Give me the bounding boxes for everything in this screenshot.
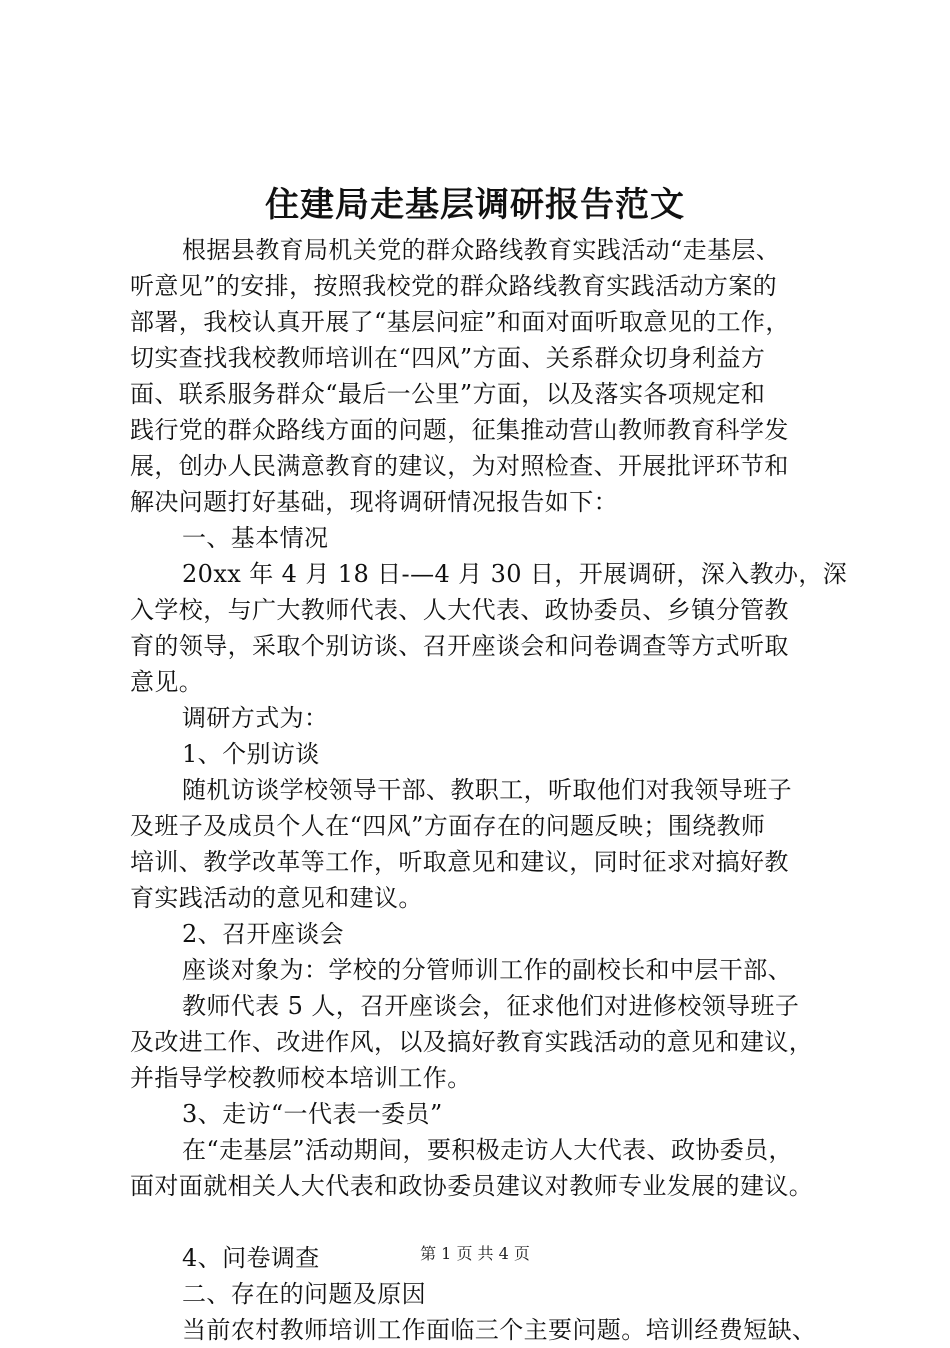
text-line: 20xx 年 4 月 18 日-—4 月 30 日，开展调研，深入教办，深: [182, 560, 848, 588]
blank-line: [130, 1204, 850, 1240]
text-line: 入学校，与广大教师代表、人大代表、政协委员、乡镇分管教: [130, 596, 789, 624]
text-line: 及班子及成员个人在“四风”方面存在的问题反映；围绕教师: [130, 812, 766, 840]
text-line: 及改进工作、改进作风，以及搞好教育实践活动的意见和建议，: [130, 1028, 814, 1056]
text-line: 并指导学校教师校本培训工作。: [130, 1064, 472, 1092]
text-line: 培训、教学改革等工作，听取意见和建议，同时征求对搞好教: [130, 848, 789, 876]
text-line: 意见。: [130, 668, 204, 696]
text-line: 根据县教育局机关党的群众路线教育实践活动“走基层、: [182, 236, 781, 264]
subsection-heading: 1、个别访谈: [182, 740, 320, 768]
text-line: 听意见”的安排，按照我校党的群众路线教育实践活动方案的: [130, 272, 778, 300]
document-title: 住建局走基层调研报告范文: [265, 185, 685, 225]
section-heading: 二、存在的问题及原因: [182, 1280, 426, 1308]
section-heading: 一、基本情况: [182, 524, 329, 552]
text-line: 教师代表 5 人，召开座谈会，征求他们对进修校领导班子: [182, 992, 800, 1020]
text-line: 践行党的群众路线方面的问题，征集推动营山教师教育科学发: [130, 416, 789, 444]
text-line: 解决问题打好基础，现将调研情况报告如下：: [130, 488, 618, 516]
text-line: 调研方式为：: [182, 704, 329, 732]
text-line: 展，创办人民满意教育的建议，为对照检查、开展批评环节和: [130, 452, 789, 480]
text-line: 切实查找我校教师培训在“四风”方面、关系群众切身利益方: [130, 344, 766, 372]
text-line: 面对面就相关人大代表和政协委员建议对教师专业发展的建议。: [130, 1172, 814, 1200]
text-line: 当前农村教师培训工作面临三个主要问题。培训经费短缺、: [182, 1316, 817, 1344]
text-line: 随机访谈学校领导干部、教职工，听取他们对我领导班子: [182, 776, 792, 804]
subsection-heading: 4、问卷调查: [182, 1244, 320, 1272]
page-footer: 第 1 页 共 4 页: [420, 1244, 530, 1263]
text-line: 在“走基层”活动期间，要积极走访人大代表、政协委员，: [182, 1136, 793, 1164]
text-line: 面、联系服务群众“最后一公里”方面，以及落实各项规定和: [130, 380, 766, 408]
document-body: [130, 232, 850, 1348]
subsection-heading: 3、走访“一代表一委员”: [182, 1100, 443, 1128]
subsection-heading: 2、召开座谈会: [182, 920, 345, 948]
text-line: 座谈对象为：学校的分管师训工作的副校长和中层干部、: [182, 956, 792, 984]
text-line: 部署，我校认真开展了“基层问症”和面对面听取意见的工作，: [130, 308, 790, 336]
text-line: 育实践活动的意见和建议。: [130, 884, 423, 912]
text-line: 育的领导，采取个别访谈、召开座谈会和问卷调查等方式听取: [130, 632, 789, 660]
